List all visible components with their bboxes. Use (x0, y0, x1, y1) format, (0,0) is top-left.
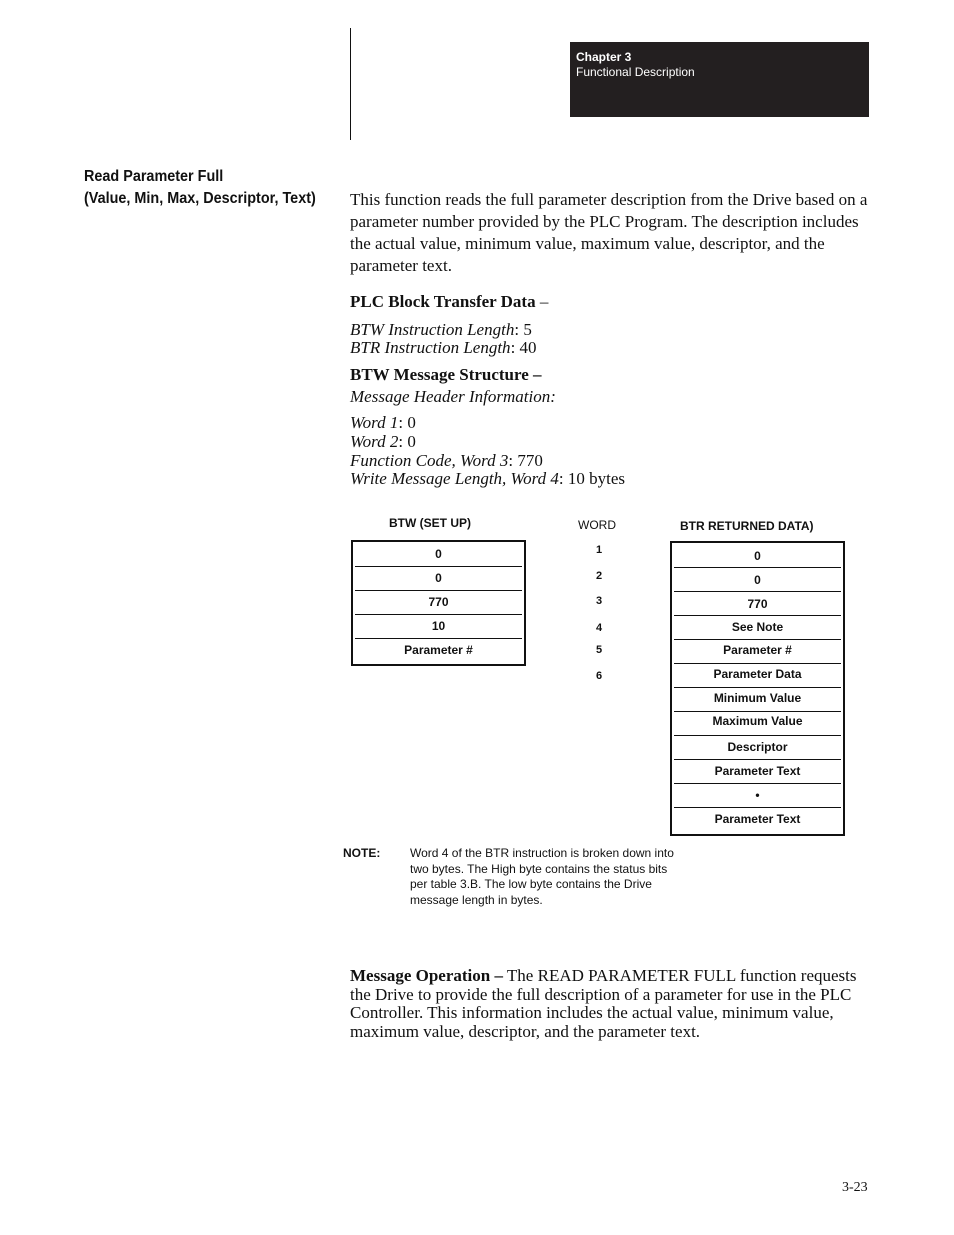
section-heading (84, 166, 318, 210)
word-line-3 (350, 451, 543, 470)
plc-block-dash: – (535, 292, 549, 311)
btw-structure-heading-text: BTW Message Structure – (350, 365, 542, 384)
word-line-label: Function Code, Word 3 (350, 451, 509, 470)
btw-table (351, 540, 526, 666)
section-heading-line-1: Read Parameter Full (84, 168, 224, 185)
word-number: 1 (595, 544, 603, 556)
intro-paragraph: This function reads the full parameter description from the Drive based on a parameter number provided by the PLC Program. The description includes the actual value, minimum value, maximum value, descriptor, and the parameter text. (350, 190, 868, 275)
btw-cell: 0 (355, 542, 522, 567)
word-number: 2 (595, 570, 603, 582)
plc-block-heading-text: PLC Block Transfer Data (350, 292, 536, 311)
note-text (410, 846, 680, 908)
btw-structure-heading (350, 365, 542, 384)
btr-cell: Parameter Text (714, 812, 801, 826)
note-line: two bytes. The High byte contains the status bits (410, 861, 668, 876)
word-line-label: Write Message Length, Word 4 (350, 469, 559, 488)
word-number: 5 (595, 644, 603, 656)
btr-table (670, 541, 845, 836)
btr-cell: 770 (674, 592, 841, 616)
btr-cell: See Note (674, 616, 841, 640)
btw-cell: Parameter # (404, 643, 473, 657)
word-line-2 (350, 432, 416, 451)
word-number: 6 (595, 670, 603, 682)
chapter-tab (570, 42, 869, 117)
message-operation-line-1 (350, 966, 857, 985)
btr-column-label: BTR RETURNED DATA) (680, 519, 814, 533)
btw-cell: 0 (355, 567, 522, 591)
note-line: per table 3.B. The low byte contains the Drive (410, 877, 652, 891)
btw-length-line (350, 320, 532, 339)
word-line-1 (350, 413, 416, 432)
btw-structure-subheading-text: Message Header Information: (350, 387, 556, 406)
word-line-value: : 0 (398, 432, 416, 451)
word-number: 3 (595, 595, 603, 607)
message-operation-line-2: the Drive to provide the full description of a parameter for use in the PLC (350, 985, 852, 1004)
btr-cell: Descriptor (674, 736, 841, 760)
btr-cell: Parameter Data (674, 664, 841, 688)
word-line-value: : 0 (398, 413, 416, 432)
section-heading-line-2: (Value, Min, Max, Descriptor, Text) (84, 190, 316, 207)
word-line-value: : 770 (508, 451, 543, 470)
plc-block-heading (350, 292, 548, 311)
message-operation-line-3: Controller. This information includes the actual value, minimum value, (350, 1003, 834, 1022)
word-line-value: : 10 bytes (558, 469, 625, 488)
word-line-4 (350, 469, 625, 488)
btr-cell: 0 (674, 543, 841, 568)
note-label: NOTE: (343, 846, 381, 860)
section-label: Functional Description (576, 65, 695, 79)
message-operation-text: The READ PARAMETER FULL function requests (502, 966, 857, 985)
btr-length-line (350, 338, 537, 357)
btw-column-label: BTW (SET UP) (389, 516, 471, 530)
message-operation-line-4: maximum value, descriptor, and the parameter text. (350, 1022, 701, 1041)
btr-cell: Parameter # (674, 640, 841, 664)
btw-length-label: BTW Instruction Length (350, 320, 515, 339)
note-line: message length in bytes. (410, 892, 543, 907)
note-line: Word 4 of the BTR instruction is broken down into (410, 846, 674, 860)
btw-cell: 770 (355, 591, 522, 615)
btw-length-value: : 5 (514, 320, 532, 339)
btr-cell: Minimum Value (674, 688, 841, 712)
btr-cell-ellipsis: • (674, 784, 841, 808)
word-line-label: Word 1 (350, 413, 399, 432)
word-number: 4 (595, 622, 603, 634)
btr-cell: 0 (674, 568, 841, 592)
header-vertical-rule (350, 28, 351, 140)
btw-structure-subheading (350, 387, 556, 406)
chapter-label: Chapter 3 (576, 50, 632, 64)
btr-length-label: BTR Instruction Length (350, 338, 511, 357)
page-number: 3-23 (842, 1180, 868, 1195)
btr-cell: Parameter Text (674, 760, 841, 784)
message-operation-heading: Message Operation – (350, 966, 503, 985)
word-line-label: Word 2 (350, 432, 399, 451)
word-column-label: WORD (578, 518, 616, 532)
btr-length-value: : 40 (510, 338, 537, 357)
btw-cell: 10 (355, 615, 522, 639)
btr-cell: Maximum Value (674, 712, 841, 736)
